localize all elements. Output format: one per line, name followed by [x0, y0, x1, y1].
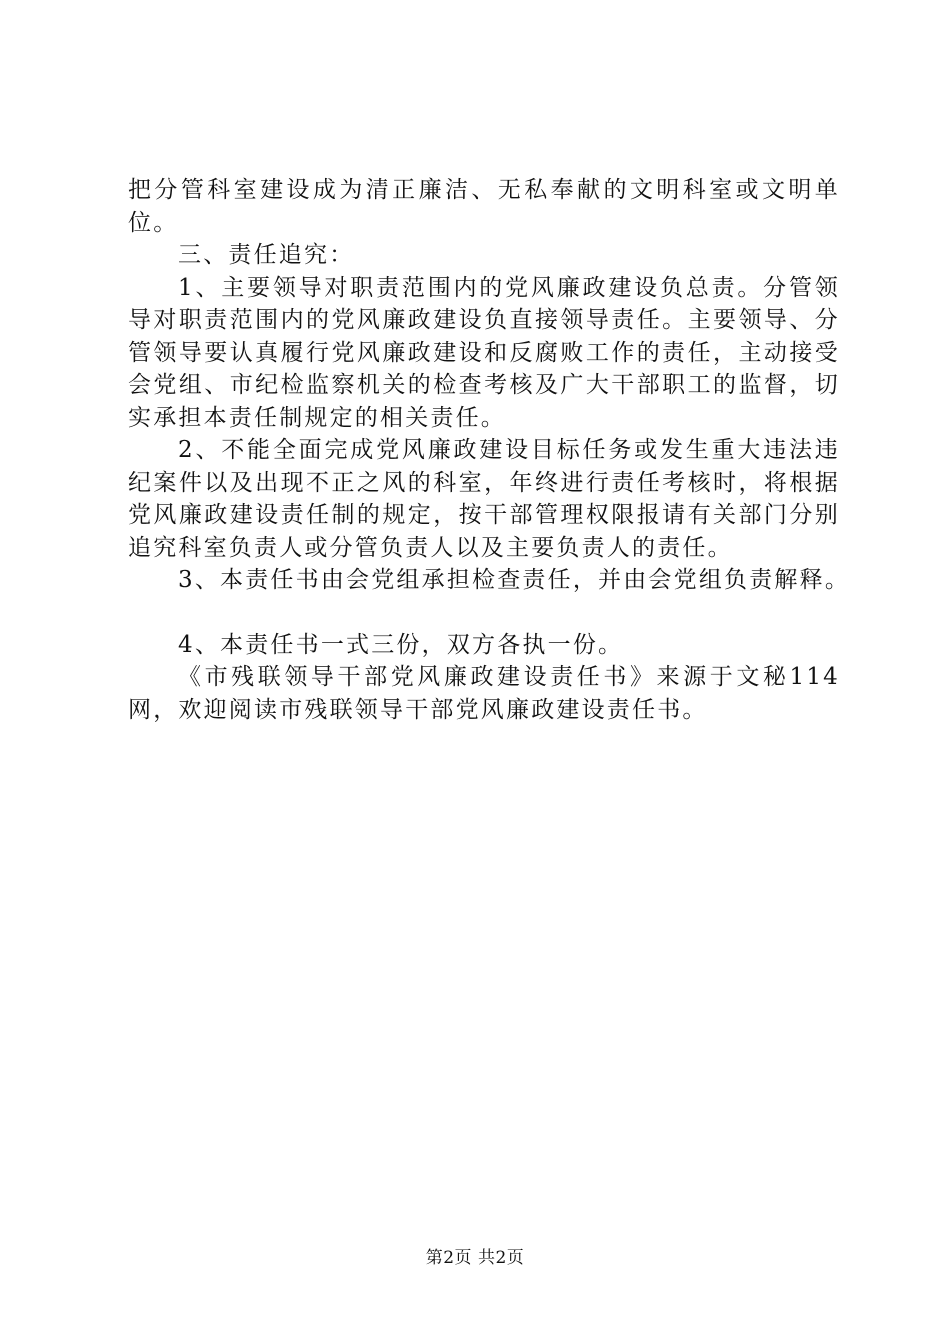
paragraph-source-note: 《市残联领导干部党风廉政建设责任书》来源于文秘114网，欢迎阅读市残联领导干部党风廉政建设责任书。	[128, 664, 840, 723]
paragraph-item-2: 2、不能全面完成党风廉政建设目标任务或发生重大违法违纪案件以及出现不正之风的科室，年终进行责任考核时，将根据党风廉政建设责任制的规定，按干部管理权限报请有关部门分别追究科室负责人或分管负责人以及主要负责人的责任。	[128, 437, 840, 561]
paragraph-item-4: 4、本责任书一式三份，双方各执一份。	[178, 631, 624, 658]
paragraph-item-3: 3、本责任书由会党组承担检查责任，并由会党组负责解释。	[178, 567, 851, 593]
section-heading-accountability: 三、责任追究：	[178, 242, 355, 268]
page-footer: 第2页 共2页	[425, 1248, 525, 1268]
paragraph-item-1: 1、主要领导对职责范围内的党风廉政建设负总责。分管领导对职责范围内的党风廉政建设负直接领导责任。主要领导、分管领导要认真履行党风廉政建设和反腐败工作的责任，主动接受会党组、市纪检监察机关的检查考核及广大干部职工的监督，切实承担本责任制规定的相关责任。	[128, 274, 840, 431]
document-body	[128, 174, 851, 726]
paragraph-continuation: 把分管科室建设成为清正廉洁、无私奉献的文明科室或文明单位。	[128, 177, 840, 236]
